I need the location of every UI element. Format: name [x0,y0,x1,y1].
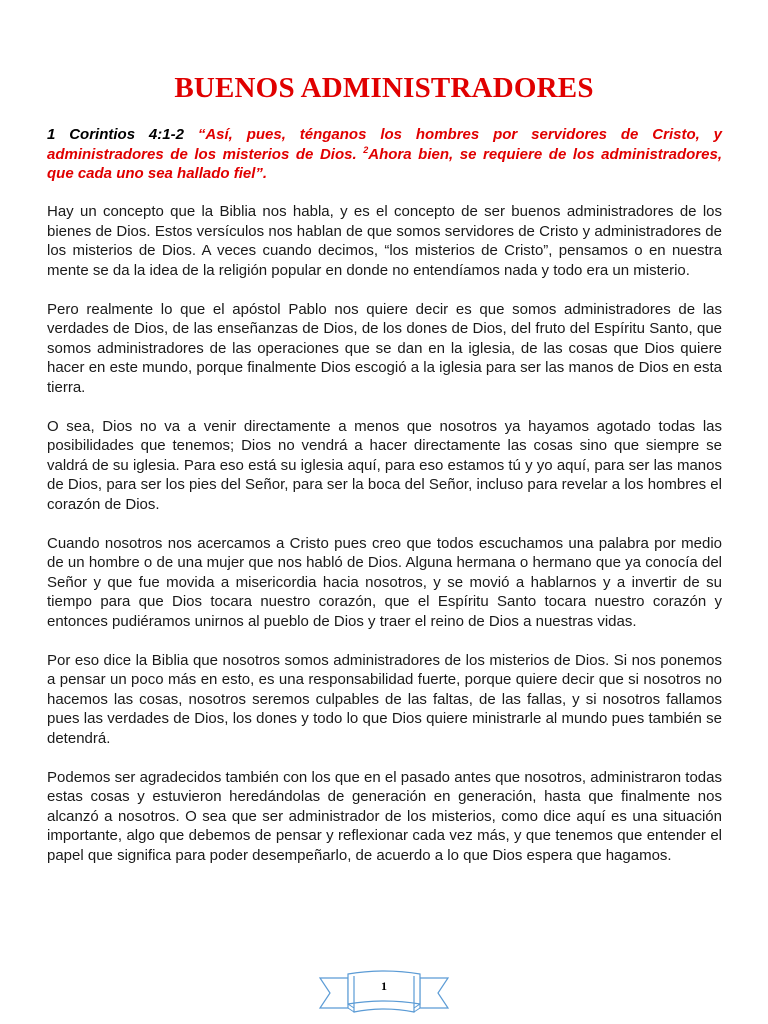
page-number-badge [318,968,450,1014]
page-number: 1 [381,979,387,993]
paragraph: Pero realmente lo que el apóstol Pablo nos quiere decir es que somos administradores de las verdades de Dios, de las enseñanzas de Dios, de los dones de Dios, del fruto del Espíritu Santo, que somos administradores de las operaciones que se dan en la iglesia, de las cosas que Dios quiere hacer en este mundo, porque finalmente Dios escogió a la iglesia para ser las manos de Dios en esta tierra. [47,300,722,396]
verse-text-part2: Ahora bien, se requiere de los administradores, que cada uno sea hallado fiel”. [47,145,722,182]
bible-verse [47,125,722,184]
verse-text-part1: “Así, pues, ténganos los hombres por servidores de Cristo, y administradores de los misterios de Dios. [47,126,722,163]
paragraph: Cuando nosotros nos acercamos a Cristo pues creo que todos escuchamos una palabra por medio de un hombre o de una mujer que nos habló de Dios. Alguna hermana o hermano que ya conocía del Señor y que fue movida a misericordia hacia nosotros, y se movió a hablarnos y a invertir de su tiempo para que Dios tocara nuestro corazón, que el Espíritu Santo tocara nuestro corazón y entonces pudiéramos unirnos al pueblo de Dios y traer el reino de Dios a nuestras vidas. [47,534,722,630]
verse-reference: 1 Corintios 4:1-2 [47,126,198,143]
paragraph: Podemos ser agradecidos también con los que en el pasado antes que nosotros, administraron todas estas cosas y estuvieron heredándolas de generación en generación, hasta que finalmente nos alcanzó a nosotros. O sea que ser administrador de los misterios, como dice aquí es una situación importante, algo que debemos de pensar y reflexionar cada vez más, y que tenemos que entender el papel que significa para poder desempeñarlo, de acuerdo a lo que Dios espera que hagamos. [47,768,722,864]
paragraph: Hay un concepto que la Biblia nos habla, y es el concepto de ser buenos administradores de los bienes de Dios. Estos versículos nos hablan de que somos servidores de Cristo y administradores de los misterios de Dios. A veces cuando decimos, “los misterios de Cristo”, pensamos o en nuestra mente se da la idea de la religión popular en donde no entendíamos nada y todo era un misterio. [47,203,722,279]
paragraph: O sea, Dios no va a venir directamente a menos que nosotros ya hayamos agotado todas las posibilidades que tenemos; Dios no vendrá a hacer directamente las cosas sino que siempre se valdrá de su iglesia. Para eso está su iglesia aquí, para eso estamos tú y yo aquí, para ser las manos de Dios, para ser los pies del Señor, para ser la boca del Señor, incluso para revelar a los hombres el corazón de Dios. [47,417,722,513]
verse-number: 2 [363,144,369,155]
document-body [47,202,722,885]
document-title: BUENOS ADMINISTRADORES [174,72,594,104]
paragraph: Por eso dice la Biblia que nosotros somos administradores de los misterios de Dios. Si nos ponemos a pensar un poco más en esto, es una responsabilidad fuerte, porque quiere decir que si nosotros no hacemos las cosas, nosotros seremos culpables de las faltas, de las fallas, y si nosotros fallamos pues las verdades de Dios, los dones y todo lo que Dios quiere ministrarle al mundo pues también se detendrá. [47,651,722,747]
